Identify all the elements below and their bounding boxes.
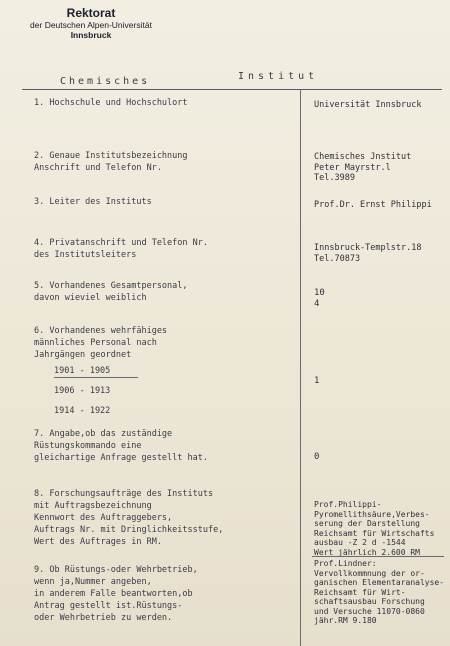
year-underline xyxy=(54,377,138,378)
answer-3: Prof.Dr. Ernst Philippi xyxy=(314,200,432,210)
question-5: 5. Vorhandenes Gesamtpersonal, davon wieviel weiblich xyxy=(34,281,188,303)
question-2: 2. Genaue Institutsbezeichnung Anschrift und Telefon Nr. xyxy=(34,151,188,173)
answer-8: Prof.Philippi- Pyromellithsäure,Verbes- serung der Darstellung Reichsamt für Wirtschafts ausbau -Z 2 d -1544 Wert jährlich 2.600 RM xyxy=(314,500,435,557)
header-right: Institut xyxy=(238,71,319,82)
question-1: 1. Hochschule und Hochschulort xyxy=(34,98,188,108)
year-range-3: 1914 - 1922 xyxy=(54,406,111,416)
stamp-subtitle: der Deutschen Alpen-Universität xyxy=(30,20,152,30)
answer-2: Chemisches Jnstitut Peter Mayrstr.l Tel.3989 xyxy=(314,152,412,183)
answer-4: Innsbruck-Templstr.18 Tel.70873 xyxy=(314,243,422,264)
letterhead-stamp xyxy=(16,6,166,40)
question-9: 9. Ob Rüstungs-oder Wehrbetrieb, wenn ja,Nummer angeben, in anderem Falle beantworten,ob Antrag gestellt ist.Rüstungs- oder Wehrbetrieb zu werden. xyxy=(34,565,198,623)
year-range-1: 1901 - 1905 xyxy=(54,366,111,376)
question-3: 3. Leiter des Instituts xyxy=(34,197,152,207)
stamp-title: Rektorat xyxy=(66,6,116,20)
question-4: 4. Privatanschrift und Telefon Nr. des Institutsleiters xyxy=(34,238,208,260)
answer-8-underline xyxy=(312,556,444,557)
header-left: Chemisches xyxy=(60,76,151,87)
answer-6: 1 xyxy=(314,376,320,386)
answer-7: 0 xyxy=(314,452,320,462)
header-rule xyxy=(22,89,442,90)
answer-5: 10 4 xyxy=(314,288,325,309)
stamp-city: Innsbruck xyxy=(70,30,112,40)
question-6: 6. Vorhandenes wehrfähiges männliches Personal nach Jahrgängen geordnet xyxy=(34,326,168,360)
question-8: 8. Forschungsaufträge des Instituts mit Auftragsbezeichnung Kennwort des Auftraggebers, Auftrags Nr. mit Dringlichkeitsstufe, Wert des Auftrages in RM. xyxy=(34,489,224,547)
answer-1: Universität Innsbruck xyxy=(314,100,422,110)
answer-9: Prof.Lindner: Vervollkommnung der or- ganischen Elementaranalyse-Reichsamt für Wirt- schaftsausbau Forschung und Versuche 11070-0860 jähr.RM 9.180 xyxy=(314,559,445,625)
question-7: 7. Angabe,ob das zuständige Rüstungskommando eine gleichartige Anfrage gestellt hat. xyxy=(34,429,208,463)
year-range-2: 1906 - 1913 xyxy=(54,386,111,396)
column-divider xyxy=(300,89,301,646)
